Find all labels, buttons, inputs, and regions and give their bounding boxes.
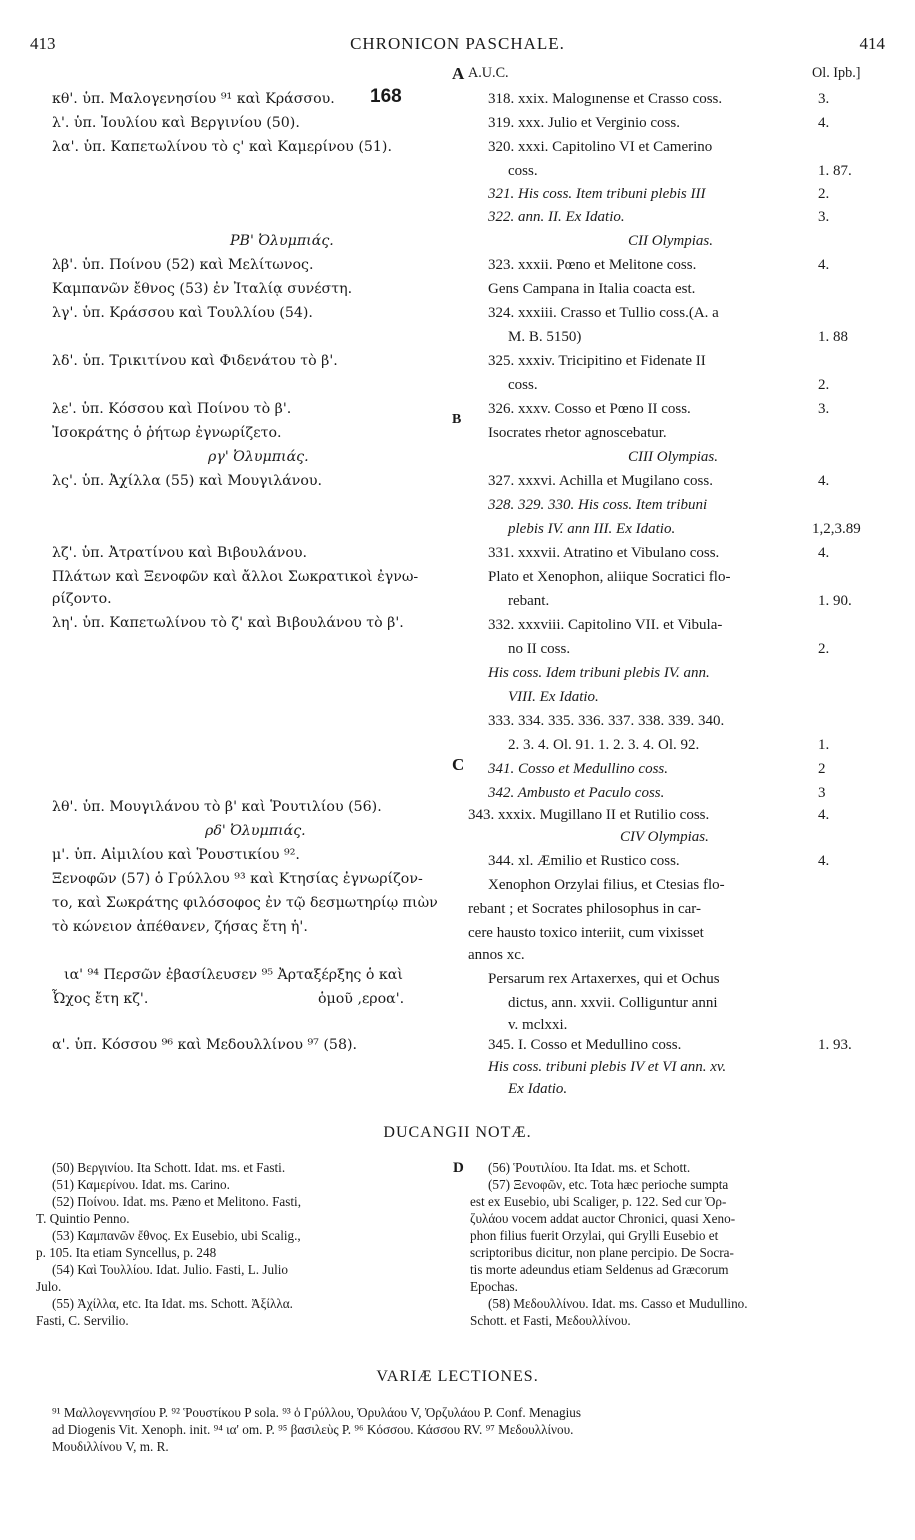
note-line: T. Quintio Penno. — [36, 1211, 130, 1226]
variae-line: ad Diogenis Vit. Xenoph. init. ⁹⁴ ια' om. P. ⁹⁵ βασιλεὺς P. ⁹⁶ Κόσσου. Κάσσου RV. ⁹⁷ Μεδουλλίνου. — [52, 1422, 574, 1437]
latin-line: His coss. tribuni plebis IV et VI ann. xv. — [488, 1059, 727, 1075]
latin-line: Ex Idatio. — [508, 1081, 568, 1097]
olympiad-year: 2. — [818, 186, 830, 202]
section-marker-d: D — [453, 1160, 464, 1176]
olympiad-heading: CII Olympias. — [628, 233, 713, 249]
greek-line: λζ'. ὑπ. Ἀτρατίνου καὶ Βιβουλάνου. — [52, 545, 308, 561]
latin-line: 345. I. Cosso et Medullino coss. — [488, 1037, 682, 1053]
latin-line: 318. xxix. Malogınense et Crasso coss. — [488, 91, 723, 107]
greek-line: α'. ὑπ. Κόσσου ⁹⁶ καὶ Μεδουλλίνου ⁹⁷ (58). — [52, 1037, 358, 1053]
greek-line: λς'. ὑπ. Ἀχίλλα (55) καὶ Μουγιλάνου. — [52, 473, 323, 489]
olympiad-year: 1. — [818, 737, 830, 753]
olympiad-year: 3 — [818, 785, 826, 801]
note-line: (51) Καμερίνου. Idat. ms. Carino. — [52, 1177, 230, 1192]
greek-line: Ὦχος ἔτη κζ'. — [52, 991, 149, 1007]
greek-line: Ξενοφῶν (57) ὁ Γρύλλου ⁹³ καὶ Κτησίας ἐγνωρίζον- — [52, 871, 423, 887]
greek-line: λγ'. ὑπ. Κράσσου καὶ Τουλλίου (54). — [52, 305, 313, 321]
latin-line: 321. His coss. Item tribuni plebis III — [488, 186, 706, 202]
latin-line: 327. xxxvi. Achilla et Mugilano coss. — [488, 473, 713, 489]
olympiad-year: 4. — [818, 473, 830, 489]
olympiad-heading: CIII Olympias. — [628, 449, 718, 465]
note-line: (54) Καὶ Τουλλίου. Idat. Julio. Fasti, L. Julio — [52, 1262, 289, 1277]
latin-line: 344. xl. Æmilio et Rustico coss. — [488, 853, 680, 869]
greek-line: Ἰσοκράτης ὁ ῥήτωρ ἐγνωρίζετο. — [52, 425, 282, 441]
latin-line: 332. xxxviii. Capitolino VII. et Vibula- — [488, 617, 723, 633]
latin-line: rebant. — [508, 593, 550, 609]
latin-line: VIII. Ex Idatio. — [508, 689, 599, 705]
latin-line: Plato et Xenophon, aliique Socratici flo- — [488, 569, 731, 585]
latin-line: dictus, ann. xxvii. Colliguntur anni — [508, 995, 718, 1011]
latin-line: 342. Ambusto et Paculo coss. — [488, 785, 665, 801]
latin-line: M. B. 5150) — [508, 329, 582, 345]
section-marker-a: A — [452, 64, 465, 83]
note-line: Julo. — [36, 1279, 62, 1294]
variae-line: ⁹¹ Μαλλογεννησίου P. ⁹² Ῥουστίκου P sola. ⁹³ ὁ Γρύλλου, Ὀρυλάου V, Ὀρζυλάου P. Conf. Menagius — [52, 1405, 582, 1420]
greek-line: ὁμοῦ ,εροα'. — [318, 991, 405, 1007]
greek-line: Πλάτων καὶ Ξενοφῶν καὶ ἄλλοι Σωκρατικοὶ ἐγνω- — [52, 569, 419, 585]
greek-line: ρίζοντο. — [52, 591, 112, 607]
note-line: (56) Ῥουτιλίου. Ita Idat. ms. et Schott. — [488, 1160, 691, 1175]
note-line: (55) Ἀχίλλα, etc. Ita Idat. ms. Schott. Ἀξίλλα. — [52, 1296, 293, 1311]
latin-line: coss. — [508, 377, 538, 393]
greek-line: τὸ κώνειον ἀπέθανεν, ζήσας ἔτη ἡ'. — [52, 919, 308, 935]
greek-line: λε'. ὑπ. Κόσσου καὶ Ποίνου τὸ β'. — [52, 401, 292, 417]
latin-line: 2. 3. 4. Ol. 91. 1. 2. 3. 4. Ol. 92. — [508, 737, 700, 753]
greek-line: λα'. ὑπ. Καπετωλίνου τὸ ς' καὶ Καμερίνου (51). — [52, 139, 392, 155]
olympiad-year: 4. — [818, 545, 830, 561]
note-line: p. 105. Ita etiam Syncellus, p. 248 — [36, 1245, 217, 1260]
latin-line: 325. xxxiv. Tricipitino et Fidenate II — [488, 353, 706, 369]
auc-header: A.U.C. — [468, 65, 509, 81]
latin-line: annos xc. — [468, 947, 525, 963]
greek-line: λβ'. ὑπ. Ποίνου (52) καὶ Μελίτωνος. — [52, 257, 314, 273]
latin-line: Persarum rex Artaxerxes, qui et Ochus — [488, 971, 720, 987]
latin-line: cere hausto toxico interiit, cum vixisset — [468, 925, 704, 941]
note-line: (57) Ξενοφῶν, etc. Tota hæc perioche sumpta — [488, 1177, 729, 1192]
olympiad-year: 3. — [818, 91, 830, 107]
olympiad-year: 4. — [818, 115, 830, 131]
olympiad-year: 1. 88 — [818, 329, 848, 345]
olympiad-year: 1,2,3.89 — [812, 521, 861, 537]
latin-line: no II coss. — [508, 641, 571, 657]
latin-line: His coss. Idem tribuni plebis IV. ann. — [488, 665, 710, 681]
latin-line: 341. Cosso et Medullino coss. — [488, 761, 668, 777]
olympiad-year: 4. — [818, 257, 830, 273]
latin-line: plebis IV. ann III. Ex Idatio. — [508, 521, 676, 537]
greek-line: μ'. ὑπ. Αἰμιλίου καὶ Ῥουστικίου ⁹². — [52, 847, 300, 863]
variae-line: Μουδιλλίνου V, m. R. — [52, 1439, 169, 1454]
note-line: Schott. et Fasti, Μεδουλλίνου. — [470, 1313, 631, 1328]
latin-line: 333. 334. 335. 336. 337. 338. 339. 340. — [488, 713, 725, 729]
olympiad-year: 1. 93. — [818, 1037, 852, 1053]
note-line: (50) Βεργινίου. Ita Schott. Idat. ms. et Fasti. — [52, 1160, 286, 1175]
olympiad-year: 2 — [818, 761, 826, 777]
latin-line: 319. xxx. Julio et Verginio coss. — [488, 115, 680, 131]
olympiad-year: 1. 90. — [818, 593, 852, 609]
olympiad-heading: CIV Olympias. — [620, 829, 709, 845]
greek-line: ια' ⁹⁴ Περσῶν ἐβασίλευσεν ⁹⁵ Ἀρταξέρξης ὁ καὶ — [64, 967, 403, 983]
greek-line: κθ'. ὑπ. Μαλογενησίου ⁹¹ καὶ Κράσσου. — [52, 91, 335, 107]
page-number-left: 413 — [30, 34, 56, 53]
latin-line: 322. ann. II. Ex Idatio. — [488, 209, 625, 225]
note-line: ζυλάου vocem addat auctor Chronici, quasi Xeno- — [470, 1211, 736, 1226]
greek-line: λδ'. ὑπ. Τρικιτίνου καὶ Φιδενάτου τὸ β'. — [52, 353, 338, 369]
olympiad-year: 1. 87. — [818, 163, 852, 179]
note-line: Fasti, C. Servilio. — [36, 1313, 129, 1328]
latin-line: rebant ; et Socrates philosophus in car- — [468, 901, 701, 917]
note-line: Epochas. — [470, 1279, 518, 1294]
note-line: (53) Καμπανῶν ἔθνος. Ex Eusebio, ubi Scalig., — [52, 1228, 301, 1243]
latin-line: 320. xxxi. Capitolino VI et Camerino — [488, 139, 713, 155]
greek-line: λθ'. ὑπ. Μουγιλάνου τὸ β' καὶ Ῥουτιλίου (56). — [52, 799, 382, 815]
latin-line: v. mclxxi. — [508, 1017, 568, 1033]
latin-line: 324. xxxiii. Crasso et Tullio coss.(A. a — [488, 305, 719, 321]
olympiad-header: Ol. Ipb.] — [812, 65, 861, 81]
olympiad-year: 3. — [818, 209, 830, 225]
greek-line: λ'. ὑπ. Ἰουλίου καὶ Βεργινίου (50). — [52, 115, 300, 131]
olympiad-heading: ΡΒ' Ὀλυμπιάς. — [230, 233, 334, 249]
note-line: tis morte adeundus etiam Seldenus ad Græcorum — [470, 1262, 729, 1277]
note-line: (52) Ποίνου. Idat. ms. Pæno et Melitono. Fasti, — [52, 1194, 302, 1209]
olympiad-year: 2. — [818, 377, 830, 393]
latin-line: 328. 329. 330. His coss. Item tribuni — [488, 497, 708, 513]
olympiad-heading: ργ' Ὀλυμπιάς. — [208, 449, 309, 465]
greek-line: το, καὶ Σωκράτης φιλόσοφος ἐν τῷ δεσμωτηρίῳ πιὼν — [52, 895, 438, 911]
latin-line: 323. xxxii. Pœno et Melitone coss. — [488, 257, 697, 273]
section-marker-b: B — [452, 412, 462, 427]
latin-line: Xenophon Orzylai filius, et Ctesias flo- — [488, 877, 725, 893]
olympiad-year: 4. — [818, 807, 830, 823]
note-line: (58) Μεδουλλίνου. Idat. ms. Casso et Mudullino. — [488, 1296, 748, 1311]
page-number-right: 414 — [859, 34, 885, 53]
running-title: CHRONICON PASCHALE. — [350, 34, 565, 53]
note-line: est ex Eusebio, ubi Scaliger, p. 122. Sed cur Ὀρ- — [470, 1194, 727, 1209]
notes-heading: DUCANGII NOTÆ. — [383, 1124, 532, 1141]
greek-line: Καμπανῶν ἔθνος (53) ἐν Ἰταλίᾳ συνέστη. — [52, 281, 353, 297]
latin-line: 326. xxxv. Cosso et Pœno II coss. — [488, 401, 691, 417]
note-line: phon filius fuerit Orzylai, qui Grylli Eusebio et — [470, 1228, 719, 1243]
edition-page-ref: 168 — [370, 86, 402, 107]
variae-heading: VARIÆ LECTIONES. — [376, 1368, 539, 1385]
section-marker-c: C — [452, 755, 465, 774]
latin-line: coss. — [508, 163, 538, 179]
greek-line: λη'. ὑπ. Καπετωλίνου τὸ ζ' καὶ Βιβουλάνου τὸ β'. — [52, 615, 404, 631]
olympiad-heading: ρδ' Ὀλυμπιάς. — [205, 823, 306, 839]
latin-line: 331. xxxvii. Atratino et Vibulano coss. — [488, 545, 720, 561]
olympiad-year: 4. — [818, 853, 830, 869]
note-line: scriptoribus dicitur, non plane percipio. De Socra- — [470, 1245, 734, 1260]
latin-line: Isocrates rhetor agnoscebatur. — [488, 425, 667, 441]
olympiad-year: 2. — [818, 641, 830, 657]
latin-line: Gens Campana in Italia coacta est. — [488, 281, 696, 297]
latin-line: 343. xxxix. Mugillano II et Rutilio coss. — [468, 807, 710, 823]
olympiad-year: 3. — [818, 401, 830, 417]
